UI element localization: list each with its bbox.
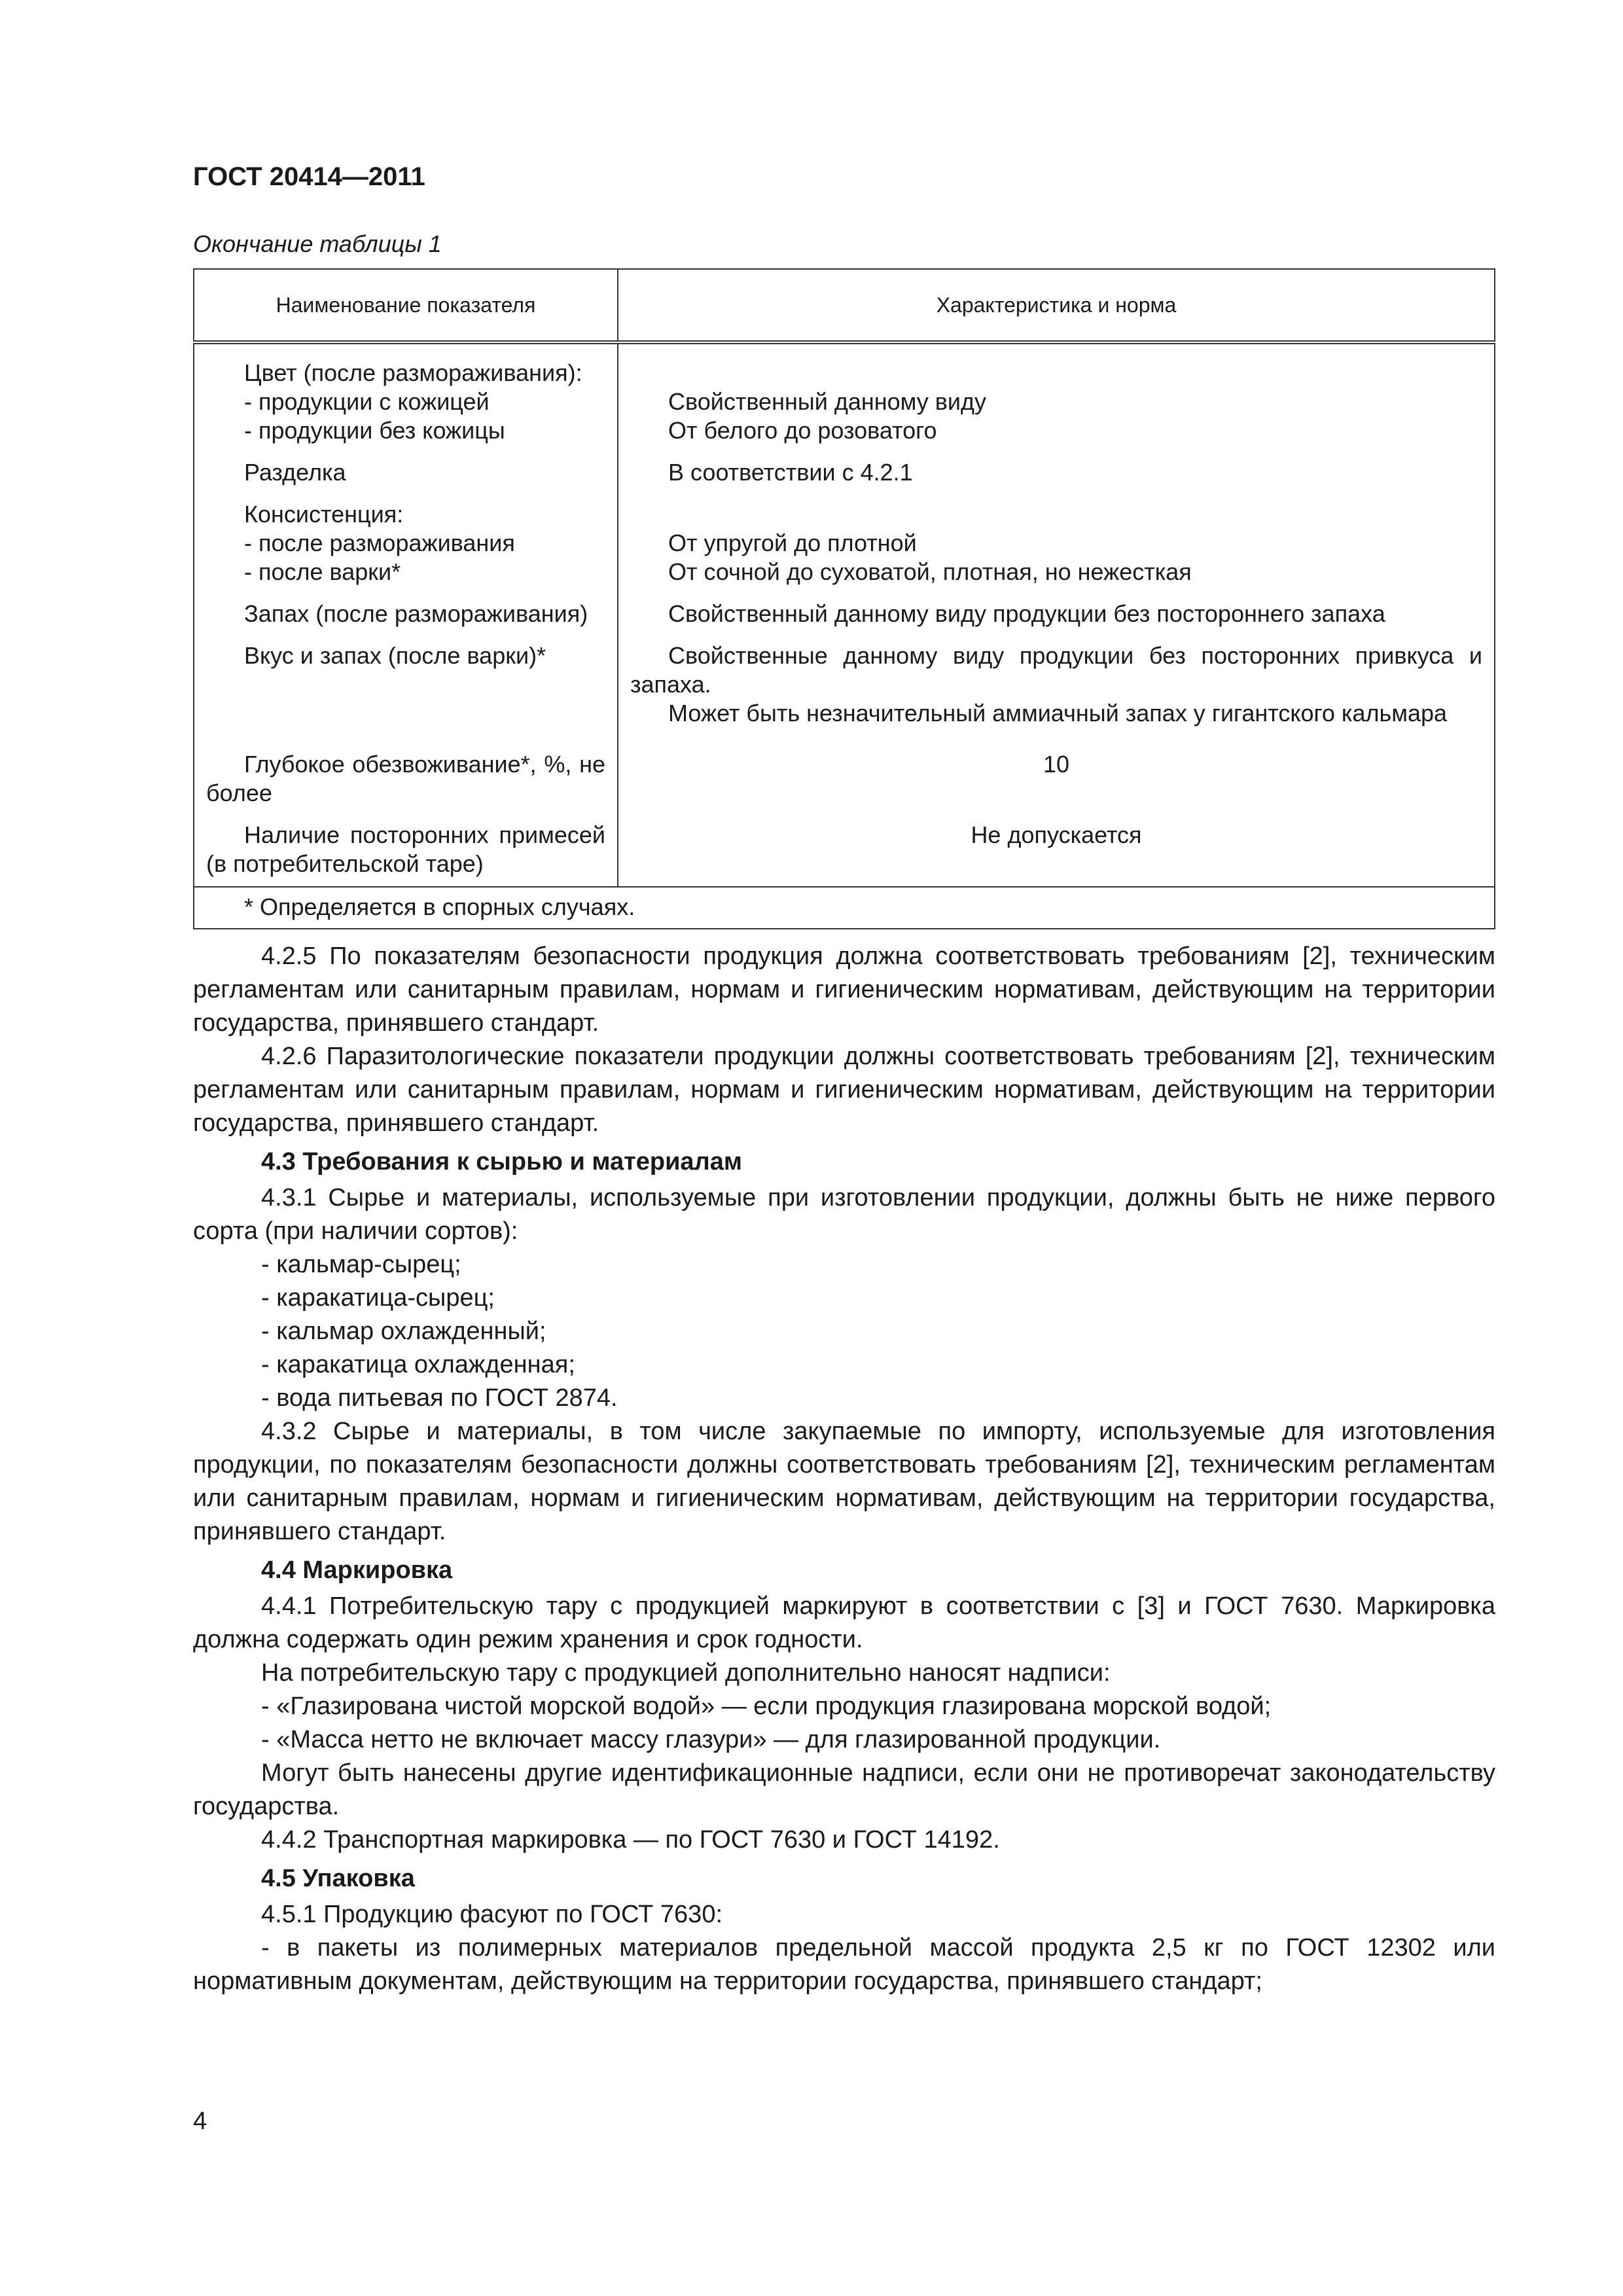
table-row bbox=[194, 453, 1495, 495]
row-name: Запах (после размораживания) bbox=[244, 600, 588, 627]
section-heading-4-4: 4.4 Маркировка bbox=[261, 1556, 453, 1584]
row-name: Наличие посторонних примесей (в потребительской таре) bbox=[206, 821, 605, 877]
paragraph-4-2-6: 4.2.6 Паразитологические показатели продукции должны соответствовать требованиям [2], техническим регламентам или санитарным правилам, нормам и гигиеническим нормативам, действующим на территории государства, принявшего стандарт. bbox=[193, 1043, 1495, 1137]
table-row bbox=[194, 816, 1495, 887]
section-heading-4-5: 4.5 Упаковка bbox=[261, 1865, 415, 1892]
table-row bbox=[194, 342, 1495, 453]
paragraph-4-4-2: 4.4.2 Транспортная маркировка — по ГОСТ 7630 и ГОСТ 14192. bbox=[261, 1826, 1000, 1854]
row-value bbox=[668, 500, 1482, 529]
list-item: - «Масса нетто не включает массу глазури» — для глазированной продукции. bbox=[261, 1726, 1161, 1753]
table-caption: Окончание таблицы 1 bbox=[193, 230, 442, 257]
requirements-table bbox=[193, 268, 1495, 929]
col-header-value: Характеристика и норма bbox=[618, 269, 1495, 342]
table-row bbox=[194, 495, 1495, 594]
row-value: Свойственные данному виду продукции без посторонних привкуса и запаха. bbox=[630, 642, 1482, 698]
paragraph-4-4-1-b: На потребительскую тару с продукцией дополнительно наносят надписи: bbox=[261, 1659, 1111, 1687]
section-heading-4-3: 4.3 Требования к сырью и материалам bbox=[261, 1148, 742, 1175]
row-value bbox=[668, 359, 1482, 387]
row-value: Может быть незначительный аммиачный запах у гигантского кальмара bbox=[668, 700, 1448, 726]
row-value: От упругой до плотной bbox=[668, 529, 917, 556]
table-row bbox=[194, 594, 1495, 636]
list-item: - кальмар-сырец; bbox=[261, 1251, 461, 1278]
body-text bbox=[193, 940, 1495, 1998]
row-value: В соответствии с 4.2.1 bbox=[668, 459, 913, 486]
row-name: - продукции с кожицей bbox=[244, 388, 490, 415]
row-value: 10 bbox=[1043, 751, 1070, 778]
paragraph-4-2-5: 4.2.5 По показателям безопасности продукция должна соответствовать требованиям [2], техническим регламентам или санитарным правилам, нормам и гигиеническим нормативам, действующим на территории государства, принявшего стандарт. bbox=[193, 942, 1495, 1037]
paragraph-4-5-1: 4.5.1 Продукцию фасуют по ГОСТ 7630: bbox=[261, 1901, 723, 1928]
row-name: Глубокое обезвоживание*, %, не более bbox=[206, 751, 605, 806]
table-header-row bbox=[194, 269, 1495, 342]
list-item: - каракатица-сырец; bbox=[261, 1284, 495, 1312]
row-name: - после размораживания bbox=[244, 529, 515, 556]
col-header-name: Наименование показателя bbox=[194, 269, 618, 342]
list-item: - «Глазирована чистой морской водой» — если продукция глазирована морской водой; bbox=[261, 1693, 1272, 1720]
row-name: Вкус и запах (после варки)* bbox=[244, 642, 546, 669]
row-value: Не допускается bbox=[971, 821, 1142, 848]
paragraph-4-4-1: 4.4.1 Потребительскую тару с продукцией маркируют в соответствии с [3] и ГОСТ 7630. Маркировка должна содержать один режим хранения и срок годности. bbox=[193, 1592, 1495, 1653]
paragraph-4-4-1-c: Могут быть нанесены другие идентификационные надписи, если они не противоречат законодательству государства. bbox=[193, 1759, 1495, 1820]
list-item: - каракатица охлажденная; bbox=[261, 1351, 575, 1378]
paragraph-4-3-1: 4.3.1 Сырье и материалы, используемые при изготовлении продукции, должны быть не ниже первого сорта (при наличии сортов): bbox=[193, 1184, 1495, 1245]
paragraph-4-3-2: 4.3.2 Сырье и материалы, в том числе закупаемые по импорту, используемые для изготовления продукции, по показателям безопасности должны соответствовать требованиям [2], техническим регламентам или санитарным правилам, нормам и гигиеническим нормативам, действующим на территории государства, принявшего стандарт. bbox=[193, 1418, 1495, 1545]
list-item: - кальмар охлажденный; bbox=[261, 1318, 546, 1345]
paragraph-4-5-1-a: - в пакеты из полимерных материалов предельной массой продукта 2,5 кг по ГОСТ 12302 или нормативным документам, действующим на территории государства, принявшего стандарт; bbox=[193, 1934, 1495, 1995]
row-value: От белого до розоватого bbox=[668, 417, 937, 444]
list-item: - вода питьевая по ГОСТ 2874. bbox=[261, 1384, 618, 1412]
row-name: - после варки* bbox=[244, 558, 401, 585]
document-header: ГОСТ 20414—2011 bbox=[193, 162, 425, 191]
row-value: Свойственный данному виду bbox=[668, 388, 987, 415]
row-name: Консистенция: bbox=[244, 501, 404, 528]
row-name: Разделка bbox=[244, 459, 346, 486]
row-value: От сочной до суховатой, плотная, но нежесткая bbox=[668, 558, 1192, 585]
table-row bbox=[194, 736, 1495, 816]
row-name: - продукции без кожицы bbox=[244, 417, 505, 444]
table-footnote: * Определяется в спорных случаях. bbox=[194, 887, 1495, 929]
table-row bbox=[194, 636, 1495, 736]
row-name: Цвет (после размораживания): bbox=[244, 359, 582, 386]
document-page bbox=[193, 0, 1495, 2296]
table-footnote-row bbox=[194, 887, 1495, 929]
row-value: Свойственный данному виду продукции без постороннего запаха bbox=[668, 600, 1385, 627]
page-number: 4 bbox=[193, 2108, 207, 2135]
